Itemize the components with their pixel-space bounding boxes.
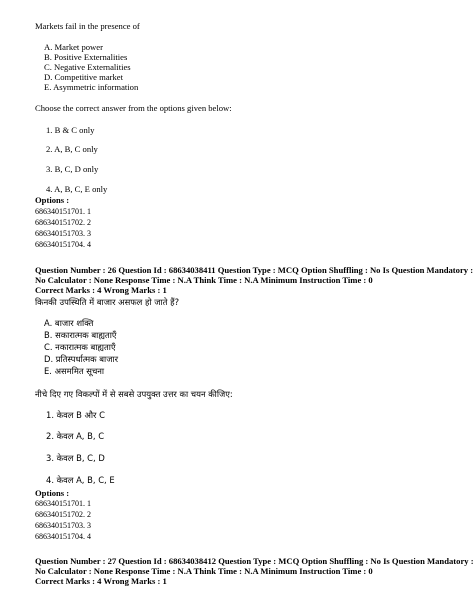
answer-choice: 3. B, C, D only <box>46 164 99 174</box>
statement-item: E. असममित सूचना <box>44 366 105 376</box>
option-id: 686340151702. 2 <box>35 510 91 519</box>
option-id: 686340151704. 4 <box>35 240 91 249</box>
answer-choice: 2. केवल A, B, C <box>46 431 105 441</box>
options-label: Options : <box>35 488 70 498</box>
option-id: 686340151704. 4 <box>35 532 91 541</box>
statement-item: D. प्रतिस्पर्धात्मक बाजार <box>44 354 119 364</box>
option-id: 686340151703. 3 <box>35 521 91 530</box>
question-header: No Calculator : None Response Time : N.A Think Time : N.A Minimum Instruction Time : 0 <box>35 566 373 576</box>
question-text: Markets fail in the presence of <box>35 21 140 31</box>
statement-item: C. Negative Externalities <box>44 62 131 72</box>
instruction-text: नीचे दिए गए विकल्पों में से सबसे उपयुक्त उत्तर का चयन कीजिए: <box>35 389 233 399</box>
answer-choice: 2. A, B, C only <box>46 144 98 154</box>
statement-item: B. सकारात्मक बाह्यताएँ <box>44 330 117 340</box>
option-id: 686340151701. 1 <box>35 499 91 508</box>
answer-choice: 3. केवल B, C, D <box>46 453 105 463</box>
answer-choice: 4. A, B, C, E only <box>46 184 108 194</box>
answer-choice: 1. केवल B और C <box>46 410 105 420</box>
statement-item: A. Market power <box>44 42 103 52</box>
option-id: 686340151702. 2 <box>35 218 91 227</box>
statement-item: E. Asymmetric information <box>44 82 139 92</box>
marks-text: Correct Marks : 4 Wrong Marks : 1 <box>35 285 167 295</box>
instruction-text: Choose the correct answer from the options given below: <box>35 103 232 113</box>
question-header: No Calculator : None Response Time : N.A Think Time : N.A Minimum Instruction Time : 0 <box>35 275 373 285</box>
statement-item: C. नकारात्मक बाह्यताएँ <box>44 342 116 352</box>
marks-text: Correct Marks : 4 Wrong Marks : 1 <box>35 576 167 586</box>
question-header: Question Number : 26 Question Id : 68634038411 Question Type : MCQ Option Shuffling : No Is Question Mandatory : <box>35 265 474 275</box>
option-id: 686340151701. 1 <box>35 207 91 216</box>
option-id: 686340151703. 3 <box>35 229 91 238</box>
statement-item: B. Positive Externalities <box>44 52 128 62</box>
question-text: किनकी उपस्थिति में बाजार असफल हो जाते हैं? <box>35 297 180 307</box>
answer-choice: 4. केवल A, B, C, E <box>46 475 115 485</box>
question-header: Question Number : 27 Question Id : 68634038412 Question Type : MCQ Option Shuffling : No Is Question Mandatory : <box>35 556 474 566</box>
statement-item: D. Competitive market <box>44 72 123 82</box>
answer-choice: 1. B & C only <box>46 125 95 135</box>
options-label: Options : <box>35 195 70 205</box>
statement-item: A. बाजार शक्ति <box>44 318 94 328</box>
